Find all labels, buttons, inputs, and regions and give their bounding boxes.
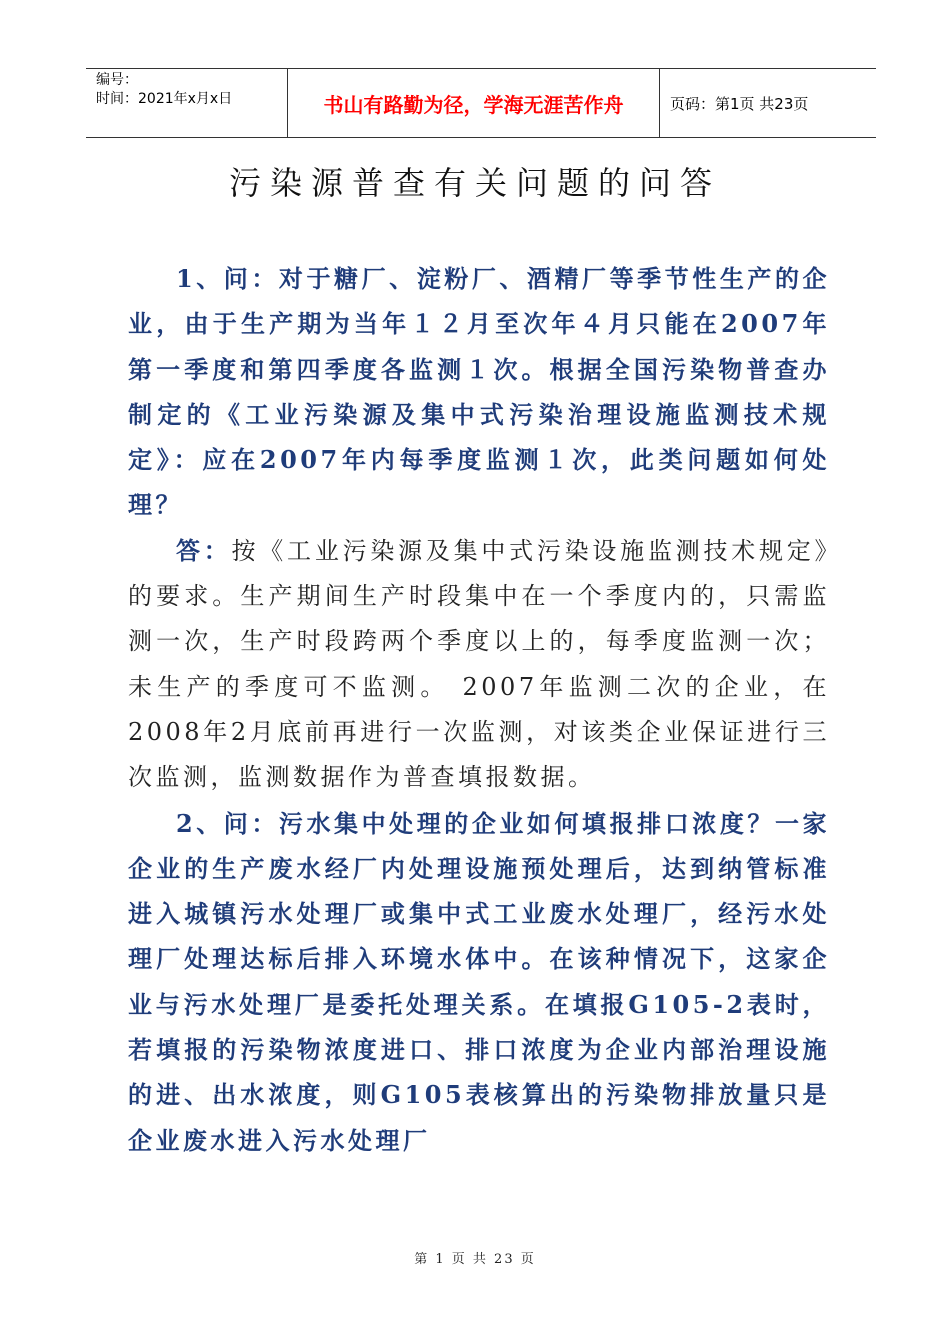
header-motto: 书山有路勤为径，学海无涯苦作舟 [288, 69, 660, 137]
page-footer: 第 1 页 共 23 页 [414, 1252, 536, 1267]
document-body [128, 256, 830, 1163]
question-2: 2、问：污水集中处理的企业如何填报排口浓度？一家企业的生产废水经厂内处理设施预处理后，达到纳管标准进入城镇污水处理厂或集中式工业废水处理厂，经污水处理厂处理达标后排入环境水体中。在该种情况下，这家企业与污水处理厂是委托处理关系。在填报G105-2表时，若填报的污染物浓度进口、排口浓度为企业内部治理设施的进、出水浓度，则G105表核算出的污染物排放量只是企业废水进入污水处理厂 [128, 808, 830, 1155]
answer-1-text: 按《工业污染源及集中式污染设施监测技术规定》的要求。生产期间生产时段集中在一个季度内的，只需监测一次，生产时段跨两个季度以上的，每季度监测一次；未生产的季度可不监测。 2007年监测二次的企业，在2008年2月底前再进行一次监测，对该类企业保证进行三次监测，监测数据作为普查填报数据。 [128, 536, 831, 792]
answer-lead: 答： [176, 535, 232, 565]
page-header [86, 68, 876, 138]
header-meta [86, 69, 288, 137]
document-title: 污染源普查有关问题的问答 [228, 164, 721, 202]
document-time-label: 时间：2021年x月x日 [96, 91, 233, 107]
answer-1 [128, 528, 830, 801]
question-1: 1、问：对于糖厂、淀粉厂、酒精厂等季节性生产的企业，由于生产期为当年１２月至次年４月只能在2007年第一季度和第四季度各监测１次。根据全国污染物普查办制定的《工业污染源及集中式污染治理设施监测技术规定》：应在2007年内每季度监测１次，此类问题如何处理？ [128, 264, 830, 520]
document-number-label: 编号： [96, 72, 138, 88]
header-page-info: 页码：第1页 共23页 [670, 94, 809, 113]
